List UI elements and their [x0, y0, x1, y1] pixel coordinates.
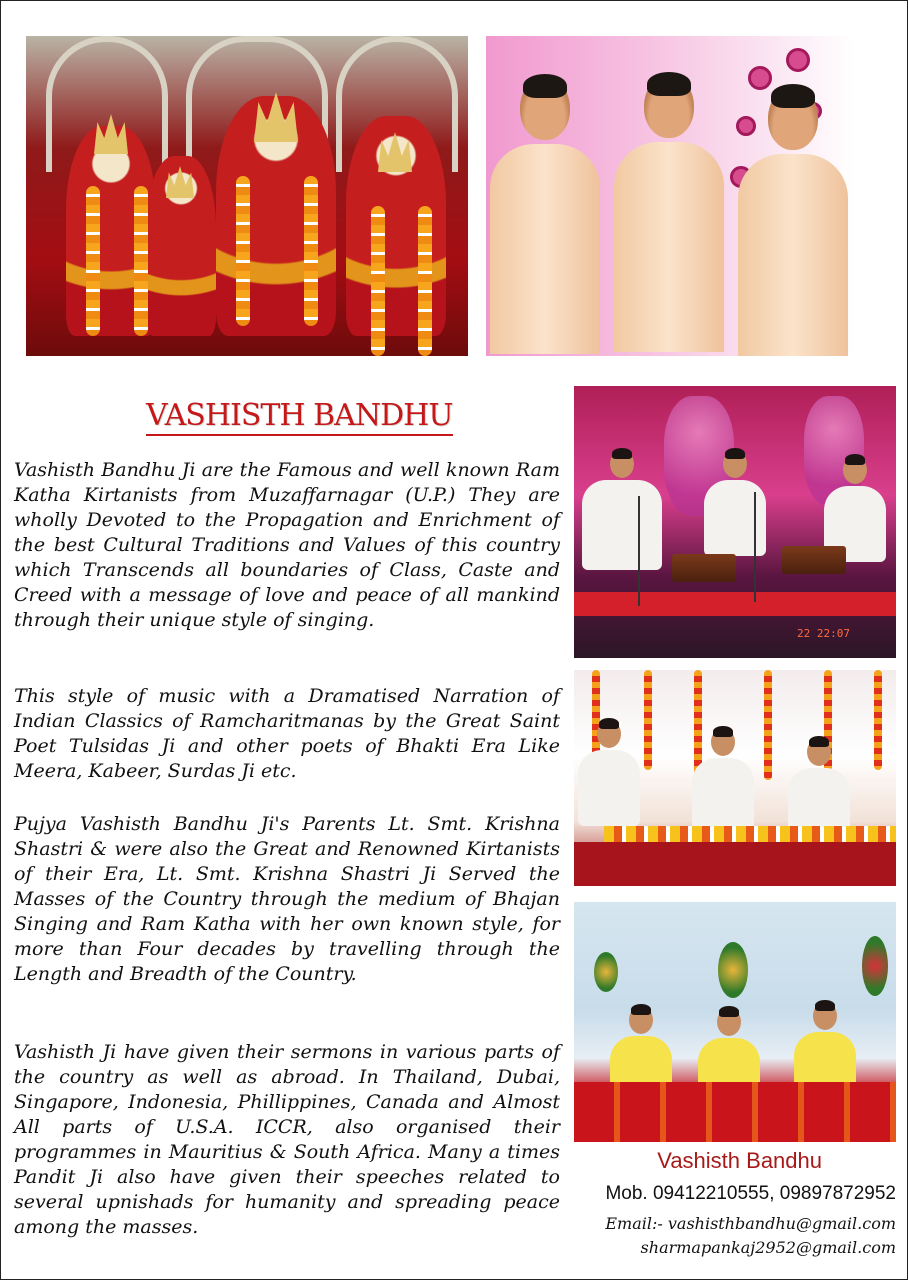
stage-performance-photo-1	[574, 386, 896, 658]
portrait-photo	[486, 36, 854, 356]
style-paragraph: This style of music with a Dramatised Narration of Indian Classics of Ramcharitmanas by the Great Saint Poet Tulsidas Ji and other poets of Bhakti Era Like Meera, Kabeer, Surdas Ji etc.	[14, 685, 560, 782]
deity-shrine-photo	[26, 36, 468, 356]
contact-email-1: Email:- vashisthbandhu@gmail.com	[605, 1214, 896, 1233]
sermons-paragraph: Vashisth Ji have given their sermons in various parts of the country as well as abroad. In Thailand, Dubai, Singapore, Indonesia, Phillippines, Canada and Almost All parts of U.S.A. ICCR, also organised their programmes in Mauritius & South Africa. Many a times Pandit Ji also have given their speeches related to several upnishads for humanity and spreading peace among the masses.	[14, 1041, 560, 1238]
contact-name: Vashisth Bandhu	[657, 1148, 822, 1173]
contact-email-2: sharmapankaj2952@gmail.com	[640, 1238, 896, 1257]
intro-paragraph: Vashisth Bandhu Ji are the Famous and well known Ram Katha Kirtanists from Muzaffarnagar (U.P.) They are wholly Devoted to the Propagation and Enrichment of the best Cultural Traditions and Values of this country which Transcends all boundaries of Class, Caste and Creed with a message of love and peace of all mankind through their unique style of singing.	[14, 459, 560, 631]
parents-paragraph: Pujya Vashisth Bandhu Ji's Parents Lt. Smt. Krishna Shastri & were also the Great and Renowned Kirtanists of their Era, Lt. Smt. Krishna Shastri Ji Served the Masses of the Country through the medium of Bhajan Singing and Ram Katha with her own known style, for more than Four decades by travelling through the Length and Breadth of the Country.	[14, 813, 560, 985]
stage-performance-photo-2	[574, 670, 896, 886]
stage-performance-photo-3	[574, 902, 896, 1142]
page-title: VASHISTH BANDHU	[146, 398, 453, 436]
photo-date-stamp: 22 22:07	[797, 627, 850, 640]
contact-mobile: Mob. 09412210555, 09897872952	[605, 1183, 896, 1204]
